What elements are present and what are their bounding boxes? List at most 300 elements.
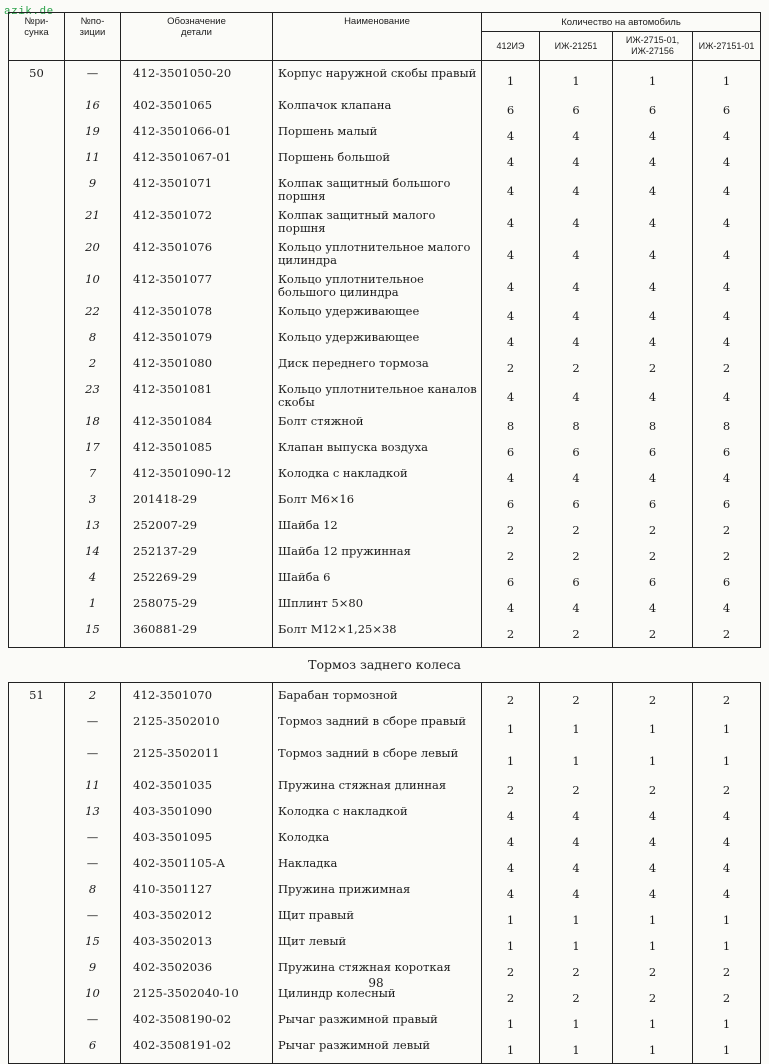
qty-412ie: 4	[482, 123, 540, 149]
watermark: azik.de	[4, 6, 54, 18]
position-number: 20	[65, 239, 121, 271]
qty-412ie: 1	[482, 713, 540, 745]
position-number: 23	[65, 381, 121, 413]
part-name: Колодка с накладкой	[273, 465, 482, 491]
position-number: 15	[65, 933, 121, 959]
qty-412ie: 6	[482, 569, 540, 595]
part-code: 403-3502013	[121, 933, 273, 959]
part-code: 403-3501095	[121, 829, 273, 855]
part-name: Шплинт 5×80	[273, 595, 482, 621]
qty-izh21251: 8	[540, 413, 613, 439]
figure-number	[9, 1037, 65, 1064]
qty-izh27151: 4	[693, 381, 761, 413]
part-code: 412-3501076	[121, 239, 273, 271]
position-number: —	[65, 713, 121, 745]
figure-number	[9, 303, 65, 329]
table-row	[9, 595, 761, 621]
position-number: 22	[65, 303, 121, 329]
part-name: Барабан тормозной	[273, 683, 482, 714]
position-number: —	[65, 745, 121, 777]
position-number: 11	[65, 777, 121, 803]
table-row	[9, 1011, 761, 1037]
part-name: Поршень малый	[273, 123, 482, 149]
qty-izh21251: 2	[540, 959, 613, 985]
qty-412ie: 2	[482, 683, 540, 714]
part-name: Колодка	[273, 829, 482, 855]
qty-izh27151: 4	[693, 207, 761, 239]
table-row	[9, 61, 761, 98]
table-row	[9, 1037, 761, 1064]
qty-izh27151: 6	[693, 491, 761, 517]
figure-number	[9, 621, 65, 648]
table-row	[9, 745, 761, 777]
part-name: Корпус наружной скобы правый	[273, 61, 482, 98]
figure-number	[9, 907, 65, 933]
figure-number	[9, 175, 65, 207]
qty-izh21251: 4	[540, 803, 613, 829]
table-row	[9, 881, 761, 907]
qty-izh27151: 2	[693, 683, 761, 714]
qty-izh2715: 4	[613, 303, 693, 329]
qty-izh27151: 4	[693, 803, 761, 829]
part-name: Пружина прижимная	[273, 881, 482, 907]
qty-izh21251: 1	[540, 933, 613, 959]
qty-412ie: 4	[482, 829, 540, 855]
qty-izh21251: 6	[540, 491, 613, 517]
part-name: Шайба 6	[273, 569, 482, 595]
qty-412ie: 2	[482, 985, 540, 1011]
part-name: Колпак защитный большого поршня	[273, 175, 482, 207]
figure-number	[9, 271, 65, 303]
table-row	[9, 303, 761, 329]
qty-izh27151: 1	[693, 933, 761, 959]
part-code: 412-3501085	[121, 439, 273, 465]
qty-izh27151: 1	[693, 713, 761, 745]
qty-izh27151: 4	[693, 175, 761, 207]
qty-izh27151: 6	[693, 569, 761, 595]
parts-table	[8, 12, 761, 1064]
qty-izh21251: 2	[540, 543, 613, 569]
qty-izh2715: 2	[613, 517, 693, 543]
table-row	[9, 439, 761, 465]
qty-izh27151: 1	[693, 745, 761, 777]
qty-izh21251: 1	[540, 907, 613, 933]
qty-412ie: 1	[482, 61, 540, 98]
qty-412ie: 2	[482, 355, 540, 381]
qty-izh21251: 4	[540, 829, 613, 855]
table-row	[9, 329, 761, 355]
header-qty-izh21251: ИЖ-21251	[540, 32, 613, 61]
part-code: 403-3502012	[121, 907, 273, 933]
table-row	[9, 543, 761, 569]
qty-izh27151: 4	[693, 271, 761, 303]
qty-412ie: 2	[482, 517, 540, 543]
part-code: 412-3501080	[121, 355, 273, 381]
table-row	[9, 355, 761, 381]
qty-izh27151: 4	[693, 123, 761, 149]
qty-412ie: 1	[482, 1011, 540, 1037]
figure-number	[9, 569, 65, 595]
part-name: Накладка	[273, 855, 482, 881]
part-code: 412-3501050-20	[121, 61, 273, 98]
position-number: 15	[65, 621, 121, 648]
qty-izh21251: 4	[540, 207, 613, 239]
qty-412ie: 4	[482, 175, 540, 207]
figure-number: 51	[9, 683, 65, 714]
header-qty-izh27151: ИЖ-27151-01	[693, 32, 761, 61]
table-row	[9, 381, 761, 413]
part-code: 412-3501066-01	[121, 123, 273, 149]
qty-izh27151: 2	[693, 517, 761, 543]
qty-izh2715: 4	[613, 381, 693, 413]
qty-izh2715: 2	[613, 985, 693, 1011]
qty-izh2715: 4	[613, 803, 693, 829]
figure-number	[9, 491, 65, 517]
qty-izh27151: 4	[693, 855, 761, 881]
position-number: —	[65, 907, 121, 933]
part-name: Кольцо уплотнительное каналов скобы	[273, 381, 482, 413]
part-code: 402-3508190-02	[121, 1011, 273, 1037]
qty-izh2715: 1	[613, 713, 693, 745]
qty-412ie: 2	[482, 959, 540, 985]
qty-412ie: 4	[482, 803, 540, 829]
qty-412ie: 4	[482, 381, 540, 413]
table-row	[9, 239, 761, 271]
qty-izh27151: 4	[693, 149, 761, 175]
qty-izh27151: 2	[693, 985, 761, 1011]
qty-izh21251: 4	[540, 123, 613, 149]
figure-number	[9, 543, 65, 569]
table-row	[9, 491, 761, 517]
table-body	[9, 61, 761, 1064]
part-name: Пружина стяжная длинная	[273, 777, 482, 803]
qty-izh27151: 6	[693, 97, 761, 123]
qty-izh2715: 4	[613, 207, 693, 239]
qty-412ie: 4	[482, 239, 540, 271]
qty-izh21251: 2	[540, 777, 613, 803]
qty-412ie: 4	[482, 271, 540, 303]
qty-izh27151: 1	[693, 61, 761, 98]
table-row	[9, 517, 761, 543]
figure-number	[9, 97, 65, 123]
position-number: 13	[65, 517, 121, 543]
part-name: Рычаг разжимной левый	[273, 1037, 482, 1064]
header-name: Наименование	[273, 13, 482, 61]
qty-412ie: 4	[482, 465, 540, 491]
qty-412ie: 4	[482, 207, 540, 239]
part-code: 412-3501081	[121, 381, 273, 413]
part-code: 360881-29	[121, 621, 273, 648]
figure-number	[9, 239, 65, 271]
qty-izh2715: 2	[613, 621, 693, 648]
header-fig: №ри- сунка	[9, 13, 65, 61]
qty-izh21251: 1	[540, 61, 613, 98]
qty-izh21251: 4	[540, 855, 613, 881]
qty-izh27151: 2	[693, 543, 761, 569]
part-name: Болт стяжной	[273, 413, 482, 439]
qty-izh2715: 2	[613, 355, 693, 381]
figure-number	[9, 329, 65, 355]
figure-number	[9, 829, 65, 855]
position-number: 19	[65, 123, 121, 149]
qty-412ie: 1	[482, 1037, 540, 1064]
qty-izh2715: 8	[613, 413, 693, 439]
qty-izh27151: 6	[693, 439, 761, 465]
part-code: 412-3501090-12	[121, 465, 273, 491]
qty-izh2715: 2	[613, 777, 693, 803]
qty-412ie: 8	[482, 413, 540, 439]
part-name: Колпак защитный малого поршня	[273, 207, 482, 239]
part-code: 402-3501105-А	[121, 855, 273, 881]
qty-izh27151: 1	[693, 1011, 761, 1037]
position-number: 17	[65, 439, 121, 465]
qty-izh2715: 4	[613, 855, 693, 881]
qty-412ie: 4	[482, 881, 540, 907]
figure-number	[9, 439, 65, 465]
table-row	[9, 271, 761, 303]
position-number: 2	[65, 683, 121, 714]
qty-izh2715: 4	[613, 595, 693, 621]
position-number: —	[65, 1011, 121, 1037]
qty-412ie: 6	[482, 97, 540, 123]
table-row	[9, 777, 761, 803]
figure-number: 50	[9, 61, 65, 98]
part-name: Колодка с накладкой	[273, 803, 482, 829]
figure-number	[9, 355, 65, 381]
qty-izh2715: 1	[613, 61, 693, 98]
qty-izh2715: 1	[613, 907, 693, 933]
qty-izh21251: 1	[540, 745, 613, 777]
qty-izh2715: 1	[613, 1037, 693, 1064]
qty-412ie: 4	[482, 595, 540, 621]
part-code: 412-3501077	[121, 271, 273, 303]
part-name: Тормоз задний в сборе левый	[273, 745, 482, 777]
part-name: Болт М12×1,25×38	[273, 621, 482, 648]
qty-izh2715: 1	[613, 1011, 693, 1037]
part-code: 402-3501035	[121, 777, 273, 803]
header-qty-group: Количество на автомобиль	[482, 13, 761, 32]
section-title: Тормоз заднего колеса	[308, 656, 461, 672]
qty-izh21251: 2	[540, 517, 613, 543]
qty-izh2715: 1	[613, 745, 693, 777]
table-row	[9, 683, 761, 714]
part-name: Щит правый	[273, 907, 482, 933]
qty-izh21251: 1	[540, 1011, 613, 1037]
part-name: Рычаг разжимной правый	[273, 1011, 482, 1037]
table-row	[9, 465, 761, 491]
qty-izh27151: 4	[693, 881, 761, 907]
part-name: Поршень большой	[273, 149, 482, 175]
qty-izh2715: 4	[613, 829, 693, 855]
part-code: 412-3501072	[121, 207, 273, 239]
part-name: Болт М6×16	[273, 491, 482, 517]
qty-izh27151: 1	[693, 907, 761, 933]
qty-412ie: 6	[482, 439, 540, 465]
qty-izh21251: 2	[540, 621, 613, 648]
part-code: 258075-29	[121, 595, 273, 621]
figure-number	[9, 413, 65, 439]
header-pos: №по- зиции	[65, 13, 121, 61]
position-number: —	[65, 829, 121, 855]
position-number: —	[65, 855, 121, 881]
position-number: 11	[65, 149, 121, 175]
figure-number	[9, 595, 65, 621]
position-number: 8	[65, 881, 121, 907]
qty-412ie: 4	[482, 303, 540, 329]
table-row	[9, 907, 761, 933]
qty-izh2715: 4	[613, 271, 693, 303]
qty-izh2715: 6	[613, 439, 693, 465]
position-number: 14	[65, 543, 121, 569]
qty-izh21251: 1	[540, 713, 613, 745]
part-code: 2125-3502011	[121, 745, 273, 777]
part-code: 412-3501071	[121, 175, 273, 207]
part-name: Кольцо удерживающее	[273, 329, 482, 355]
part-code: 252269-29	[121, 569, 273, 595]
position-number: 10	[65, 271, 121, 303]
table-row	[9, 413, 761, 439]
section-title-row	[9, 648, 761, 683]
header-code: Обозначение детали	[121, 13, 273, 61]
qty-izh27151: 1	[693, 1037, 761, 1064]
qty-412ie: 4	[482, 329, 540, 355]
figure-number	[9, 933, 65, 959]
qty-izh2715: 4	[613, 881, 693, 907]
page-number: 98	[368, 976, 384, 990]
part-code: 403-3501090	[121, 803, 273, 829]
figure-number	[9, 777, 65, 803]
qty-412ie: 6	[482, 491, 540, 517]
qty-izh21251: 4	[540, 303, 613, 329]
qty-izh2715: 6	[613, 97, 693, 123]
table-row	[9, 855, 761, 881]
qty-izh21251: 2	[540, 683, 613, 714]
qty-izh2715: 2	[613, 683, 693, 714]
part-name: Колпачок клапана	[273, 97, 482, 123]
qty-izh2715: 1	[613, 933, 693, 959]
table-row	[9, 123, 761, 149]
position-number: 3	[65, 491, 121, 517]
part-code: 252007-29	[121, 517, 273, 543]
qty-izh27151: 2	[693, 777, 761, 803]
figure-number	[9, 149, 65, 175]
part-code: 410-3501127	[121, 881, 273, 907]
position-number: 1	[65, 595, 121, 621]
table-row	[9, 207, 761, 239]
qty-izh2715: 4	[613, 123, 693, 149]
header-qty-412ie: 412ИЭ	[482, 32, 540, 61]
qty-izh27151: 2	[693, 621, 761, 648]
position-number: 6	[65, 1037, 121, 1064]
qty-izh27151: 2	[693, 959, 761, 985]
part-name: Шайба 12 пружинная	[273, 543, 482, 569]
qty-izh21251: 4	[540, 271, 613, 303]
qty-izh21251: 4	[540, 149, 613, 175]
table-row	[9, 621, 761, 648]
qty-izh21251: 4	[540, 465, 613, 491]
part-code: 412-3501079	[121, 329, 273, 355]
qty-izh27151: 4	[693, 329, 761, 355]
qty-izh21251: 4	[540, 881, 613, 907]
qty-izh2715: 4	[613, 239, 693, 271]
table-row	[9, 829, 761, 855]
qty-izh21251: 4	[540, 595, 613, 621]
qty-izh2715: 4	[613, 149, 693, 175]
qty-412ie: 1	[482, 745, 540, 777]
position-number: 8	[65, 329, 121, 355]
qty-412ie: 2	[482, 777, 540, 803]
figure-number	[9, 803, 65, 829]
table-row	[9, 149, 761, 175]
part-name: Тормоз задний в сборе правый	[273, 713, 482, 745]
qty-izh27151: 4	[693, 595, 761, 621]
part-code: 2125-3502010	[121, 713, 273, 745]
qty-izh27151: 4	[693, 465, 761, 491]
table-row	[9, 803, 761, 829]
position-number: 2	[65, 355, 121, 381]
part-name: Щит левый	[273, 933, 482, 959]
part-code: 201418-29	[121, 491, 273, 517]
qty-izh2715: 6	[613, 491, 693, 517]
part-code: 252137-29	[121, 543, 273, 569]
part-name: Кольцо уплотнительное малого цилиндра	[273, 239, 482, 271]
qty-izh27151: 2	[693, 355, 761, 381]
position-number: 7	[65, 465, 121, 491]
figure-number	[9, 745, 65, 777]
part-name: Диск переднего тормоза	[273, 355, 482, 381]
figure-number	[9, 381, 65, 413]
qty-izh27151: 4	[693, 303, 761, 329]
qty-412ie: 4	[482, 855, 540, 881]
part-code: 412-3501078	[121, 303, 273, 329]
position-number: 21	[65, 207, 121, 239]
part-name: Клапан выпуска воздуха	[273, 439, 482, 465]
position-number: 9	[65, 175, 121, 207]
qty-izh27151: 4	[693, 829, 761, 855]
part-code: 2125-3502040-10	[121, 985, 273, 1011]
qty-izh21251: 2	[540, 355, 613, 381]
figure-number	[9, 881, 65, 907]
qty-izh27151: 8	[693, 413, 761, 439]
part-code: 402-3502036	[121, 959, 273, 985]
position-number: 16	[65, 97, 121, 123]
qty-izh21251: 1	[540, 1037, 613, 1064]
qty-izh27151: 4	[693, 239, 761, 271]
qty-izh21251: 6	[540, 569, 613, 595]
qty-izh2715: 4	[613, 329, 693, 355]
figure-number	[9, 207, 65, 239]
table-row	[9, 569, 761, 595]
part-code: 412-3501084	[121, 413, 273, 439]
table-row	[9, 97, 761, 123]
part-code: 402-3501065	[121, 97, 273, 123]
figure-number	[9, 713, 65, 745]
position-number: 10	[65, 985, 121, 1011]
part-name: Кольцо уплотнительное большого цилиндра	[273, 271, 482, 303]
qty-izh2715: 4	[613, 175, 693, 207]
qty-412ie: 1	[482, 933, 540, 959]
position-number: 9	[65, 959, 121, 985]
position-number: 4	[65, 569, 121, 595]
qty-412ie: 2	[482, 543, 540, 569]
part-code: 412-3501067-01	[121, 149, 273, 175]
position-number: —	[65, 61, 121, 98]
part-code: 402-3508191-02	[121, 1037, 273, 1064]
part-name: Цилиндр колесный	[273, 985, 482, 1011]
part-name: Кольцо удерживающее	[273, 303, 482, 329]
figure-number	[9, 1011, 65, 1037]
part-name: Шайба 12	[273, 517, 482, 543]
